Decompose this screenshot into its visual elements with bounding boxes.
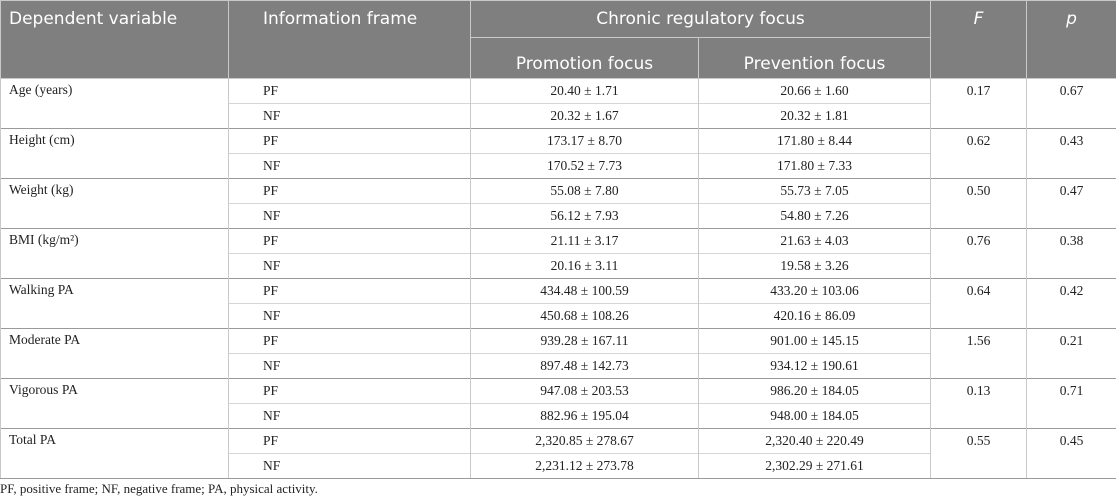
f-value-cell: 0.13	[931, 379, 1027, 429]
frame-cell: NF	[229, 254, 471, 279]
promotion-focus-cell: 434.48 ± 100.59	[471, 279, 699, 304]
prevention-focus-cell: 2,302.29 ± 271.61	[699, 454, 931, 479]
frame-cell: NF	[229, 154, 471, 179]
promotion-focus-cell: 2,231.12 ± 273.78	[471, 454, 699, 479]
p-value-cell: 0.43	[1027, 129, 1116, 179]
promotion-focus-cell: 20.32 ± 1.67	[471, 104, 699, 129]
prevention-focus-cell: 20.32 ± 1.81	[699, 104, 931, 129]
promotion-focus-cell: 20.40 ± 1.71	[471, 79, 699, 104]
frame-cell: NF	[229, 204, 471, 229]
promotion-focus-cell: 55.08 ± 7.80	[471, 179, 699, 204]
prevention-focus-cell: 21.63 ± 4.03	[699, 229, 931, 254]
header-information-frame: Information frame	[229, 1, 471, 79]
p-value-cell: 0.45	[1027, 429, 1116, 479]
prevention-focus-cell: 54.80 ± 7.26	[699, 204, 931, 229]
f-value-cell: 0.50	[931, 179, 1027, 229]
p-value-cell: 0.67	[1027, 79, 1116, 129]
header-p: p	[1027, 1, 1116, 79]
frame-cell: PF	[229, 429, 471, 454]
promotion-focus-cell: 173.17 ± 8.70	[471, 129, 699, 154]
table-footnote: PF, positive frame; NF, negative frame; PA, physical activity.	[0, 481, 318, 496]
table-body	[1, 79, 1116, 479]
dependent-variable-cell: Vigorous PA	[1, 379, 229, 429]
dependent-variable-cell: Height (cm)	[1, 129, 229, 179]
prevention-focus-cell: 986.20 ± 184.05	[699, 379, 931, 404]
promotion-focus-cell: 897.48 ± 142.73	[471, 354, 699, 379]
dependent-variable-cell: Moderate PA	[1, 329, 229, 379]
promotion-focus-cell: 450.68 ± 108.26	[471, 304, 699, 329]
prevention-focus-cell: 171.80 ± 7.33	[699, 154, 931, 179]
table-row	[1, 179, 1116, 204]
prevention-focus-cell: 55.73 ± 7.05	[699, 179, 931, 204]
promotion-focus-cell: 2,320.85 ± 278.67	[471, 429, 699, 454]
p-value-cell: 0.42	[1027, 279, 1116, 329]
prevention-focus-cell: 901.00 ± 145.15	[699, 329, 931, 354]
table-row	[1, 229, 1116, 254]
frame-cell: NF	[229, 354, 471, 379]
frame-cell: NF	[229, 304, 471, 329]
prevention-focus-cell: 433.20 ± 103.06	[699, 279, 931, 304]
f-value-cell: 0.17	[931, 79, 1027, 129]
promotion-focus-cell: 56.12 ± 7.93	[471, 204, 699, 229]
promotion-focus-cell: 170.52 ± 7.73	[471, 154, 699, 179]
table-header	[1, 1, 1116, 79]
promotion-focus-cell: 20.16 ± 3.11	[471, 254, 699, 279]
table-row	[1, 279, 1116, 304]
f-value-cell: 1.56	[931, 329, 1027, 379]
promotion-focus-cell: 939.28 ± 167.11	[471, 329, 699, 354]
frame-cell: NF	[229, 454, 471, 479]
table-row	[1, 79, 1116, 104]
table-row	[1, 329, 1116, 354]
f-value-cell: 0.62	[931, 129, 1027, 179]
frame-cell: PF	[229, 79, 471, 104]
dependent-variable-cell: Total PA	[1, 429, 229, 479]
promotion-focus-cell: 947.08 ± 203.53	[471, 379, 699, 404]
dependent-variable-cell: Age (years)	[1, 79, 229, 129]
prevention-focus-cell: 171.80 ± 8.44	[699, 129, 931, 154]
prevention-focus-cell: 20.66 ± 1.60	[699, 79, 931, 104]
header-dependent-variable: Dependent variable	[1, 1, 229, 79]
table-row	[1, 429, 1116, 454]
header-promotion-focus: Promotion focus	[471, 38, 699, 79]
frame-cell: NF	[229, 404, 471, 429]
prevention-focus-cell: 948.00 ± 184.05	[699, 404, 931, 429]
dependent-variable-cell: BMI (kg/m²)	[1, 229, 229, 279]
prevention-focus-cell: 934.12 ± 190.61	[699, 354, 931, 379]
p-value-cell: 0.47	[1027, 179, 1116, 229]
frame-cell: PF	[229, 329, 471, 354]
f-value-cell: 0.76	[931, 229, 1027, 279]
p-value-cell: 0.38	[1027, 229, 1116, 279]
frame-cell: PF	[229, 279, 471, 304]
f-value-cell: 0.55	[931, 429, 1027, 479]
header-f: F	[931, 1, 1027, 79]
header-prevention-focus: Prevention focus	[699, 38, 931, 79]
prevention-focus-cell: 2,320.40 ± 220.49	[699, 429, 931, 454]
f-value-cell: 0.64	[931, 279, 1027, 329]
frame-cell: PF	[229, 229, 471, 254]
frame-cell: PF	[229, 379, 471, 404]
p-value-cell: 0.21	[1027, 329, 1116, 379]
table-row	[1, 129, 1116, 154]
table-row	[1, 379, 1116, 404]
dependent-variable-cell: Walking PA	[1, 279, 229, 329]
promotion-focus-cell: 21.11 ± 3.17	[471, 229, 699, 254]
dependent-variable-cell: Weight (kg)	[1, 179, 229, 229]
header-chronic-regulatory-focus: Chronic regulatory focus	[471, 1, 931, 38]
promotion-focus-cell: 882.96 ± 195.04	[471, 404, 699, 429]
prevention-focus-cell: 19.58 ± 3.26	[699, 254, 931, 279]
prevention-focus-cell: 420.16 ± 86.09	[699, 304, 931, 329]
frame-cell: PF	[229, 179, 471, 204]
frame-cell: PF	[229, 129, 471, 154]
p-value-cell: 0.71	[1027, 379, 1116, 429]
frame-cell: NF	[229, 104, 471, 129]
